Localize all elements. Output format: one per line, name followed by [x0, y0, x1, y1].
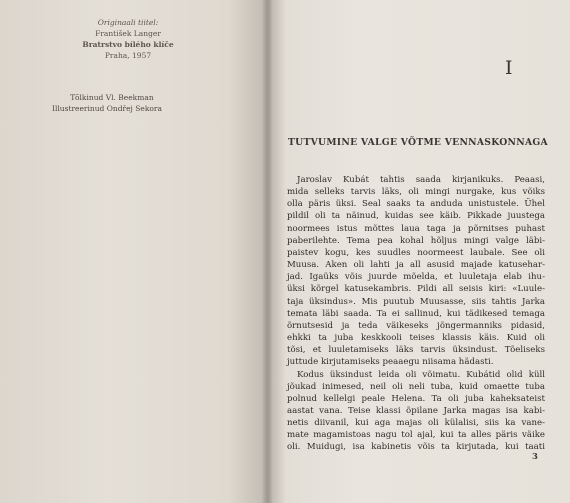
- original-title-block: [68, 17, 188, 61]
- page-number: 3: [532, 452, 538, 462]
- text-line: paberilehte. Tema pea kohal hõljus mingi valge läbi-: [287, 235, 545, 246]
- text-line: juttude kirjutamiseks peaaegu niisama hädasti.: [287, 357, 494, 368]
- illustrator-credit: Illustreerinud Ondřej Sekora: [52, 104, 162, 113]
- text-line: temata läbi saada. Ta ei sallinud, kui tädikesed temaga: [287, 308, 545, 319]
- text-line: jad. Igaüks võis juurde mõelda, et luuletaja elab ihu-: [287, 272, 545, 283]
- chapter-body: [287, 174, 545, 454]
- text-line: jõukad inimesed, neil oli neli tuba, kuid omaette tuba: [287, 381, 545, 392]
- book-spine-shadow: [262, 0, 272, 503]
- text-line: noormees istus mõttes laua taga ja põrnitses puhast: [287, 223, 545, 234]
- text-line: netis diivanil, kui aga majas oli külalisi, siis ka vane-: [287, 418, 545, 429]
- text-line: Jaroslav Kubát tahtis saada kirjanikuks. Peaasi,: [297, 175, 545, 185]
- paragraph: [287, 369, 545, 454]
- paragraph: [287, 174, 545, 369]
- credits-block: [52, 92, 162, 114]
- chapter-number: I: [505, 57, 513, 79]
- text-line: Kodus üksindust leida oli võimatu. Kubátid olid küll: [297, 369, 545, 380]
- original-title-label: Originaali tiitel:: [97, 18, 159, 27]
- text-line: tõsi, et luuletamiseks läks tarvis üksindust. Tõeliseks: [287, 345, 545, 356]
- original-publication: Praha, 1957: [104, 51, 152, 60]
- original-author: František Langer: [95, 29, 161, 38]
- text-line: Muusa. Aken oli lahti ja all asusid majade katusehar-: [287, 260, 545, 271]
- text-line: üksi kõrgel katusekambris. Pildi all seisis kiri: «Luule-: [287, 284, 545, 295]
- text-line: õrnutsesid ja teda väikeseks jõngermanniks pidasid,: [287, 320, 545, 331]
- text-line: pildil oli ta näinud, kuidas see käib. Pikkade juustega: [287, 211, 545, 222]
- text-line: mate magamistoas nagu tol ajal, kui ta alles päris väike: [287, 430, 545, 441]
- chapter-title: TUTVUMINE VALGE VÕTME VENNASKONNAGA: [288, 137, 548, 148]
- translator-credit: Tõlkinud Vl. Beekman: [70, 93, 154, 102]
- text-line: oli. Muidugi, isa kabinetis võis ta kirjutada, kui taati: [287, 442, 545, 453]
- text-line: taja üksindus». Mis puutub Muusasse, siis tahtis Jarka: [287, 296, 545, 307]
- text-line: paistev kogu, kes suudles noormeest laubale. See oli: [287, 247, 545, 258]
- left-page: [0, 0, 268, 503]
- text-line: mida selleks tarvis läks, oli mingi nurgake, kus võiks: [287, 187, 545, 198]
- text-line: polnud kellelgi peale Helena. Ta oli juba kaheksateist: [287, 393, 545, 404]
- original-book-title: Bratrstvo bílého klíče: [82, 40, 174, 49]
- text-line: olla päris üksi. Seal saaks ta anduda unistustele. Ühel: [287, 199, 545, 210]
- text-line: ehkki ta juba keskkooli teises klassis käis. Kuid oli: [287, 333, 545, 344]
- text-line: aastat vana. Teise klassi õpilane Jarka magas isa kabi-: [287, 405, 545, 416]
